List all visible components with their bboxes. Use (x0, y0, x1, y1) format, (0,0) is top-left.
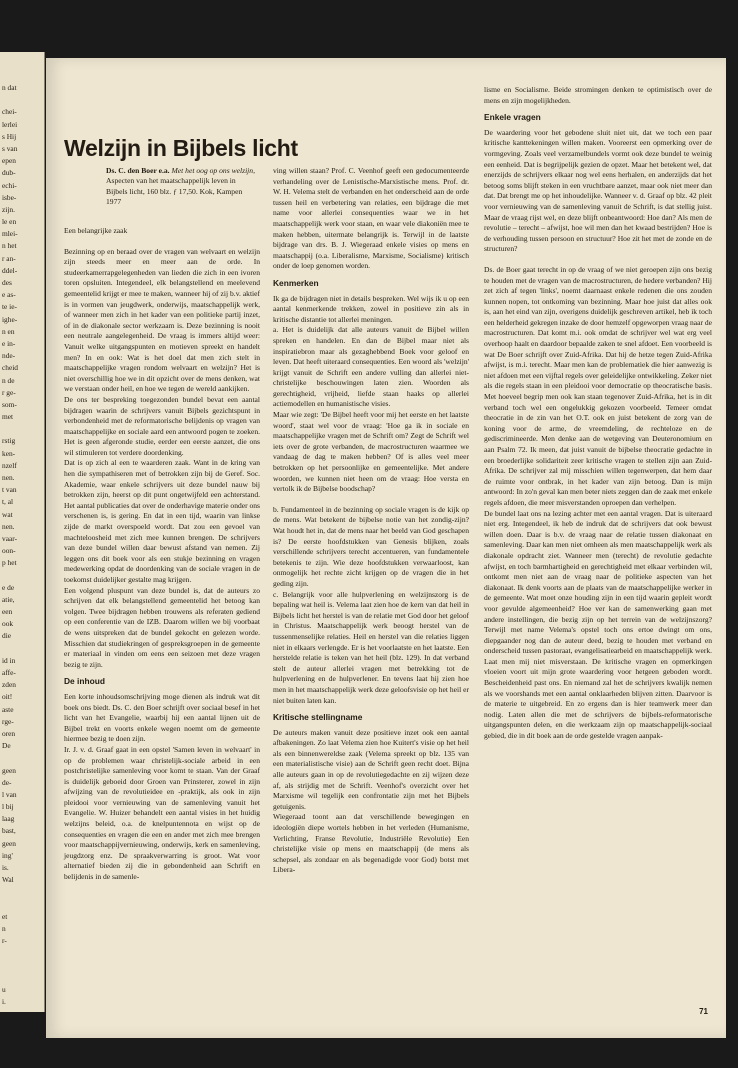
left-page-fragment-line: oon- (2, 546, 16, 556)
left-page-fragment-line (2, 570, 44, 582)
left-page-fragment-line: des (2, 278, 12, 287)
left-page-fragment-line: ighe- (2, 314, 18, 324)
left-page-fragment-line: s van (2, 143, 18, 153)
left-page-fragment-line (2, 752, 44, 764)
left-page-fragment-line: geen (2, 765, 16, 775)
left-page-fragment-line: oit! (2, 692, 13, 702)
left-page-fragment-line: ook (2, 619, 14, 629)
left-page-fragment-line: t van (2, 485, 17, 495)
left-page-fragment-line: lerlei (2, 119, 18, 129)
left-page-fragment-line: nen. (2, 521, 15, 531)
paragraph: De waardering voor het gebodene sluit niet uit, dat we toch een paar kritische kanttekeningen willen maken. Vooreerst een opmerking over de vormgeving. Zoals veel verzamelbundels vormt ook deze bundel te weinig een eenheid. Dat is begrijpelijk gezien de opzet. Maar het betekent wel, dat enerzijds de schrijvers elkaar nog wel eens herhalen, en anderzijds dat het betoog soms blijft steken in een vruchtbare aanzet, maar ook niet meer dan dat. Dat brengt me op het inhoudelijke. Wanneer v. d. Graaf op blz. 42 pleit voor vernieuwing van de samenleving vanuit de Schrift, is dat stellig juist. Maar de vraag rijst wel, en deze blijft onbeantwoord: Hoe dan? Als men de revolutie – terecht – afwijst, hoe wil men dan het kwaad bestrijden? Hoe is de verhouding tussen persoon en structuur? Hoe zit het met de zonde en de structuren? (484, 127, 712, 254)
left-page-fragment-line: mlei- (2, 229, 18, 239)
left-page-fragment-line: cheid (2, 363, 19, 373)
column-1 (64, 226, 260, 883)
left-page-fragment-line: p het (2, 558, 17, 568)
left-page-fragment-line (2, 947, 44, 959)
review-author: Ds. C. den Boer e.a. (106, 166, 170, 175)
left-page-text-fragments (0, 52, 44, 1020)
left-page-fragment-line: zden (2, 680, 16, 690)
left-page-fragment-line (2, 886, 44, 898)
paragraph: De bundel laat ons na lezing achter met een aantal vragen. Dat is uiteraard niet erg. Integendeel, ik heb de indruk dat de schrijvers dat ook bewust willen doen. Daar is b.v. de vraag naar de relatie tussen diakonaat en samenleving. Daar kan men niet omheen als men maatschappelijk werk als diakonale opdracht ziet. Wanneer men (terecht) de revolutie gedachte afwijst, en toch barmhartigheid en gerechtigheid met elkaar verbinden wil, ontkomt men niet aan de vraag naar de politieke aspecten van het diakonaat. Ik denk voorts aan de plaats van de maatschappelijke werker in de gemeente. Wat moet onze houding zijn in een tijd waarin gepleit wordt voor gevulde algemeenheid? Hoe ver kan de samenwerking gaan met andere instellingen, die bezig zijn op het terrein van de welzijnszorg? Terwijl met name Velema's opstel toch ons ertoe dwingt om ons, diepgaander nog dan de auteur deed, bezig te houden met verband en onderscheid tussen pastoraat, evangelisatiearbeid en maatschappelijk werk. Laat men mij niet misverstaan. De kritische vragen en opmerkingen vloeien voort uit mijn grote waardering voor hetgeen geboden wordt. Bescheidenheid past ons. En niemand zal het de schrijvers kwalijk nemen als we voorshands met een aantal onklaarheden blijven zitten. Daarvoor is de materie te uitgebreid. En zo ergens dan is hier teamwerk meer dan nodig. Laten allen die met de schrijvers de bijbels-reformatorische uitgangspunten delen, en die werkzaam zijn op maatschappelijk-sociaal gebied, die in dit boek aan de orde gestelde vragen aanpak- (484, 508, 712, 741)
left-page-fragment-line: ing' (2, 850, 13, 860)
paragraph: c. Belangrijk voor alle hulpverlening en welzijnszorg is de bepaling wat heil is. Velema laat zien hoe de kern van dat heil in Bijbels licht het herstel is van de relatie met God door het geloof in Christus. Maatschappelijk werk beoogt herstel van de tussenmenselijke relaties. Heil en herstel van die relaties liggen niet in elkaars verlengde. Er is het voorlaatste en het laatste. Een herstelde relatie is teken van het heil (blz. 129). In dat verband stelt de auteur allerlei vragen met betrekking tot de hulpverlening en de hulpverlener. En tevens laat hij zien hoe men in het maatschappelijk werk deze geloofsvisie op het heil er niet buiten laten kan. (273, 589, 469, 705)
left-page-fragment-line: n de (2, 375, 15, 385)
left-page-fragment-line: rge- (2, 716, 14, 726)
paragraph: Ir. J. v. d. Graaf gaat in een opstel 'Samen leven in welvaart' in op de problemen waar christelijk-sociale arbeid in een postchristelijke samenleving voor komt te staan. Van der Graaf is duidelijk geboeid door Groen van Prinsterer, zowel in zijn afwijzing van de revolutieidee en -praktijk, als ook in zijn pleidooi voor vernieuwing van de samenleving vanuit het Evangelie. W. Huizer behandelt een aantal visies in het huidig welzijns beleid, o.a. de knelpuntennota en wijst op de consequenties en vragen die een en ander met zich mee brengen voor maatschappijvernieuwing, onderwijs, kerk en samenleving, jeugdzorg enz. De spraakverwarring is groot. Wat voor alternatief bieden zij die in gebondenheid aan Schrift en belijdenis in de samenle- (64, 744, 260, 882)
left-page-fragment-line: wat (2, 509, 13, 519)
left-page-fragment-line: u (2, 984, 6, 994)
left-page-fragment-line: r an- (2, 253, 16, 263)
left-page-fragment-line: chei- (2, 107, 17, 117)
left-page-fragment-line: oren (2, 728, 16, 738)
left-page-fragment-line: e de (2, 582, 15, 592)
left-page-fragment-line (2, 972, 44, 984)
left-page-fragment-line: som- (2, 399, 17, 409)
left-page-fragment-line (2, 423, 44, 435)
left-page-fragment-line: zijn. (2, 204, 15, 214)
left-page-fragment-line: le en (2, 217, 17, 227)
left-page-fragment-line (2, 643, 44, 655)
paragraph: b. Fundamenteel in de bezinning op sociale vragen is de kijk op de mens. Wat betekent de bijbelse notie van het zondig-zijn? Wat houdt het in, dat de mens naar het beeld van God geschapen is? De eerste hoofdstukken van Genesis blijken, zoals verschillende schrijvers terecht accentueren, van fundamentele betekenis te zijn. Wie deze hoofdstukken verwaarloost, kan onmogelijk het rechte zicht krijgen op de vragen die in het geding zijn. (273, 504, 469, 588)
section-heading-kenmerken: Kenmerken (273, 277, 319, 288)
left-page-fragment-line: epen (2, 156, 16, 166)
left-page-fragment-line: aste (2, 704, 14, 714)
paragraph: Bezinning op en beraad over de vragen van welvaart en welzijn zijn steeds meer en meer aan de orde. In studeerkamerrapgelegenheden van lieden die zich in een ivoren toren opsluiten. Integendeel, elk belangstellend en meelevend gemeentelid krijgt er mee te maken, wanneer hij of zij b.v. aktief is in vormen van jeugdwerk, onderwijs, maatschappelijk werk, of wanneer men zich in het kader van een politieke partij inzet, of in de diakonale sector werkzaam is. Deze bezinning is nooit een neutrale aangelegenheid. De vraag is immers altijd weer: Vanuit welke uitgangspunten en motieven spreekt en handelt men? In en ook: Wat is het doel dat men zich stelt in maatschappelijke vragen rondom welvaart en welzijn? Het is niet overschillig hoe we in dit opzicht over de mens denken, wat we verstaan onder heil, en hoe we tegen de wereld aankijken. (64, 246, 260, 394)
left-page-fragment-line: echi- (2, 180, 17, 190)
paragraph: De ons ter bespreking toegezonden bundel bevat een aantal bijdragen waarin de schrijvers vanuit Bijbels gezichtspunt in verbondenheid met de reformatorische belijdenis op vragen van maatschappelijke en sociale aard een antwoord pogen te zoeken. Het is geen afgeronde studie, eerder een eerste aanzet, die ons wil stimuleren tot verdere doordenking. (64, 394, 260, 457)
paragraph: ving willen staan? Prof. C. Veenhof geeft een gedocumenteerde verhandeling over de Lenistische-Marxistische mens. Prof. dr. W. H. Velema stelt de verbanden en het onderscheid aan de orde tussen heil en verbetering van relaties, een bijdrage die met name voor allerlei consequenties waar we in het maatschappelijk werk voor staan, en waar vele diakoniën mee te maken hebben, uitermate belangrijk is. Terwijl in de laatste bijdrage van drs. B. J. Wiegeraad enkele visies op mens en maatschappij (o.a. Liberalisme, Marxisme, Socialisme) kritisch onder de loep genomen worden. (273, 166, 469, 271)
left-page-fragment-line (2, 94, 44, 106)
left-page-fragment-line (2, 899, 44, 911)
left-page-fragment-line: nen. (2, 473, 15, 482)
left-page-fragment-line: te ie- (2, 302, 17, 312)
paragraph: Een korte inhoudsomschrijving moge dienen als indruk wat dit boek ons biedt. Ds. C. den Boer schrijft over sociaal besef in het licht van het Evangelie, waarbij hij een aantal lijnen uit de Bijbel trekt en voorts enkele wegen noemt om de gemeente hiermee bezig te doen zijn. (64, 691, 260, 744)
left-page-fragment-line: nzelf (2, 460, 17, 470)
left-page-fragment-line: ken- (2, 448, 16, 458)
paragraph: a. Het is duidelijk dat alle auteurs vanuit de Bijbel willen spreken en handelen. En dan de Bijbel maar niet als inspiratiebron maar als gezaghebbend Boek voor geloof en leven. Dat heeft uiteraard consequenties. Een woord als 'welzijn' krijgt vanuit de Schrift een andere vulling dan allerlei niet-christelijke beschouwingen laten zien. Woorden als gerechtigheid, vrijheid, liefde staan haaks op allerlei actiemodellen en humanistische visies. (273, 325, 469, 409)
article-page (46, 58, 726, 1038)
left-page-fragment-line: r ge- (2, 387, 16, 397)
left-page-fragment-line: e as- (2, 290, 16, 300)
left-page-fragment-line: id in (2, 655, 16, 665)
left-page-fragment-line: laag (2, 814, 15, 824)
book-review-header (106, 166, 256, 208)
paragraph: lisme en Socialisme. Beide stromingen denken te optimistisch over de mens en zijn mogelijkheden. (484, 85, 712, 105)
section-heading-inhoud: De inhoud (64, 676, 105, 687)
paragraph: Dat is op zich al een te waarderen zaak. Want in de kring van hen die sympathiseren met of betrokken zijn bij de Geref. Soc. Akademie, waar enkele schrijvers uit deze bundel nauw bij betrokken zijn, heerst op dit punt ongetwijfeld een achterstand. Het aantal publicaties dat over de onderhavige materie onder ons verschenen is, is gering. En dat in een tijd, waarin van linkse zijde de markt overspoeld wordt. Dat zou een gevoel van machteloosheid met zich mee kunnen brengen. De schrijvers van deze bundel willen daar bewust afstand van nemen. Zij leggen ons dit boek voor als een stukje bezinning en vragen medewerking opdat de doordenking van de sociale vragen in de toekomst duidelijker gestalte mag krijgen. (64, 458, 260, 584)
left-page-fragment-line: ddel- (2, 265, 18, 275)
paragraph: De auteurs maken vanuit deze positieve inzet ook een aantal afbakeningen. Zo laat Velema zien hoe Kuitert's visie op het heil als een binnenwereldse zaak (Velema spreekt op blz. 135 van een materialistische visie) aan de Schrift geen recht doet. Bijna alle auteurs gaan in op de revolutiegedachte en zij wijzen deze af, als strijdig met de Schrift. Veenhof's overzicht over het Marxisme wil tegelijk een confrontatie zijn met het Bijbels getuigenis. (273, 727, 469, 811)
column-3 (484, 85, 712, 742)
left-page-fragment-line: isbe- (2, 192, 17, 202)
review-book-title: Met het oog op ons welzijn, (171, 166, 255, 175)
left-page-fragment-line: atie, (2, 594, 15, 604)
left-page-fragment-line: e in- (2, 338, 16, 348)
intro-heading: Een belangrijke zaak (64, 226, 128, 235)
left-page-fragment-line (2, 960, 44, 972)
left-page-fragment-line: is. (2, 863, 9, 872)
left-page-fragment-line: l bij (2, 802, 14, 812)
left-page-fragment-line: affe- (2, 668, 16, 677)
left-page-fragment-line: met (2, 412, 14, 422)
left-page-fragment-line: rstig (2, 436, 16, 446)
review-book-details: Aspecten van het maatschappelijk leven in Bijbels licht, 160 blz. ƒ 17,50. Kok, Kampen 1977 (106, 176, 243, 207)
left-page-fragment-line: dub- (2, 168, 16, 178)
left-page-fragment-line: et (2, 911, 8, 921)
left-page-fragment-line: die (2, 631, 12, 641)
left-page-fragment-line: t, al (2, 497, 14, 507)
paragraph: Een volgend pluspunt van deze bundel is, dat de auteurs zo schrijven dat elk belangstellend gemeentelid het betoog kan volgen. Twee bijdragen hebben trouwens als referaten gediend op een conferentie van de IZB. Daarom willen we bij voorbaat de wens uitspreken dat de bundel gekocht en gelezen worde. Misschien dat studiekringen of gespreksgroepen in de gemeente er materiaal in vinden om eens een seizoen met deze vragen bezig te zijn. (64, 585, 260, 669)
left-page-fragment-line: nde- (2, 351, 16, 361)
left-page-fragment-line: bast, (2, 826, 16, 836)
column-2 (273, 166, 469, 876)
left-page-fragment-line: De (2, 741, 11, 751)
article-title: Welzijn in Bijbels licht (64, 135, 298, 161)
left-page-fragment-line: s Hij (2, 131, 17, 141)
paragraph: Ds. de Boer gaat terecht in op de vraag of we niet geroepen zijn ons bezig te houden met de vragen van de macrostructuren, de hedere verbanden? Hij zet zich af tegen 'links', noemt daarnaast enkele redenen die ons zouden kunnen nopen, tot ontkoming van bezinning. Maar hoe juist dat alles ook is, aan het eind van zijn, overigens duidelijk geschreven artikel, heb ik toch een helderheid gekregen inzake de door hemzelf opgeworpen vraag naar de macrostructuren. Dat komt m.i. ook omdat de schrijver wel wat erg veel overhoop haalt en daardoor bepaalde zaken te snel afdoet. Een voorbeeld is wat De Boer schrijft over Zuid-Afrika. Dat hij de hetze tegen Zuid-Afrika afwijst, is m.i. terecht. Maar men kan de problematiek die hier aanwezig is niet afdoen met een vijftal regels over geleidelijke ontwikkeling. Zeker niet als die regels staan in een pleidooi voor democratie op theocratische basis. Met hoeveel begrip men ook kan staan tegenover Zuid-Afrika, het is in dit verband toch wel een ongelukkig gekozen voorbeeld. Temeer omdat theocratie in de zin van het O.T. ook en juist betekent de zorg van de koning voor de arme, de vreemdeling, de rechteloze en de gediscrimineerde. Men denke aan de wetgeving van Deuteronomium en aan Psalm 72. Ik meen, dat juist vanuit de bijbelse theocratie gedachte in een broederlijke solidariteit zeer kritische vragen te stellen zijn aan Zuid-Afrika. De schrijver zal mij misschien willen tegenwerpen, dat hem daar de ruimte voor ontbrak, in het kader van zijn betoog. Dan is mijn antwoord: In zo'n geval kan men beter niets zeggen dan de zaak met enkele regels afdoen, die meer misverstanden oproepen dan verhelpen. (484, 264, 712, 507)
left-page-fragment-line: l van (2, 789, 17, 799)
paragraph: Wiegeraad toont aan dat verschillende bewegingen en ideologiën diepe wortels hebben in het verleden (Humanisme, Verlichting, Franse Revolutie, Industriële Revolutie) Een christelijke visie op mens en maatschappij (de mens als schepsel, als zondaar en als begenadigde voor God) botst met Libera- (273, 812, 469, 875)
paragraph: Maar wie zegt: 'De Bijbel heeft voor mij het eerste en het laatste woord', staat wel voor de vraag: 'Hoe ga ik in sociale en maatschappelijke vragen met de Schrift om? Zegt de Schrift wel iets over de grote verbanden, de macrostructuren waarmee we vandaag de dag te maken hebben? Of is alles veel meer betrokken op het persoonlijke en gemeentelijke. Met andere woorden, we kunnen niet heen om de vraag: Hoe versta en vertolk ik de Bijbelse boodschap? (273, 410, 469, 494)
left-page-fragment-line: Wal (2, 875, 14, 885)
left-page-fragment-line: een (2, 607, 13, 617)
left-page-fragment-line: n dat (2, 83, 17, 92)
section-heading-enkele-vragen: Enkele vragen (484, 112, 541, 123)
left-page-fragment-line: n (2, 923, 6, 933)
left-page-fragment-line: r- (2, 936, 7, 946)
section-heading-kritische-stellingname: Kritische stellingname (273, 712, 363, 723)
left-page-fragment-line: vaar- (2, 533, 18, 543)
left-page-fragment-line: geen (2, 838, 16, 848)
page-number: 71 (699, 1007, 708, 1016)
paragraph: Ik ga de bijdragen niet in details bespreken. Wel wijs ik u op een aantal kenmerkende trekken, zowel in positieve zin als in kritische distantie tot allerlei meningen. (273, 293, 469, 324)
left-page-fragment-line: n het (2, 241, 17, 251)
left-page-fragment-line: i. (2, 997, 6, 1007)
left-page-fragment-line: de- (2, 777, 12, 787)
left-page-fragment-line: e- (2, 1009, 8, 1019)
left-page-edge (0, 52, 45, 1019)
left-page-fragment-line: n en (2, 326, 15, 336)
